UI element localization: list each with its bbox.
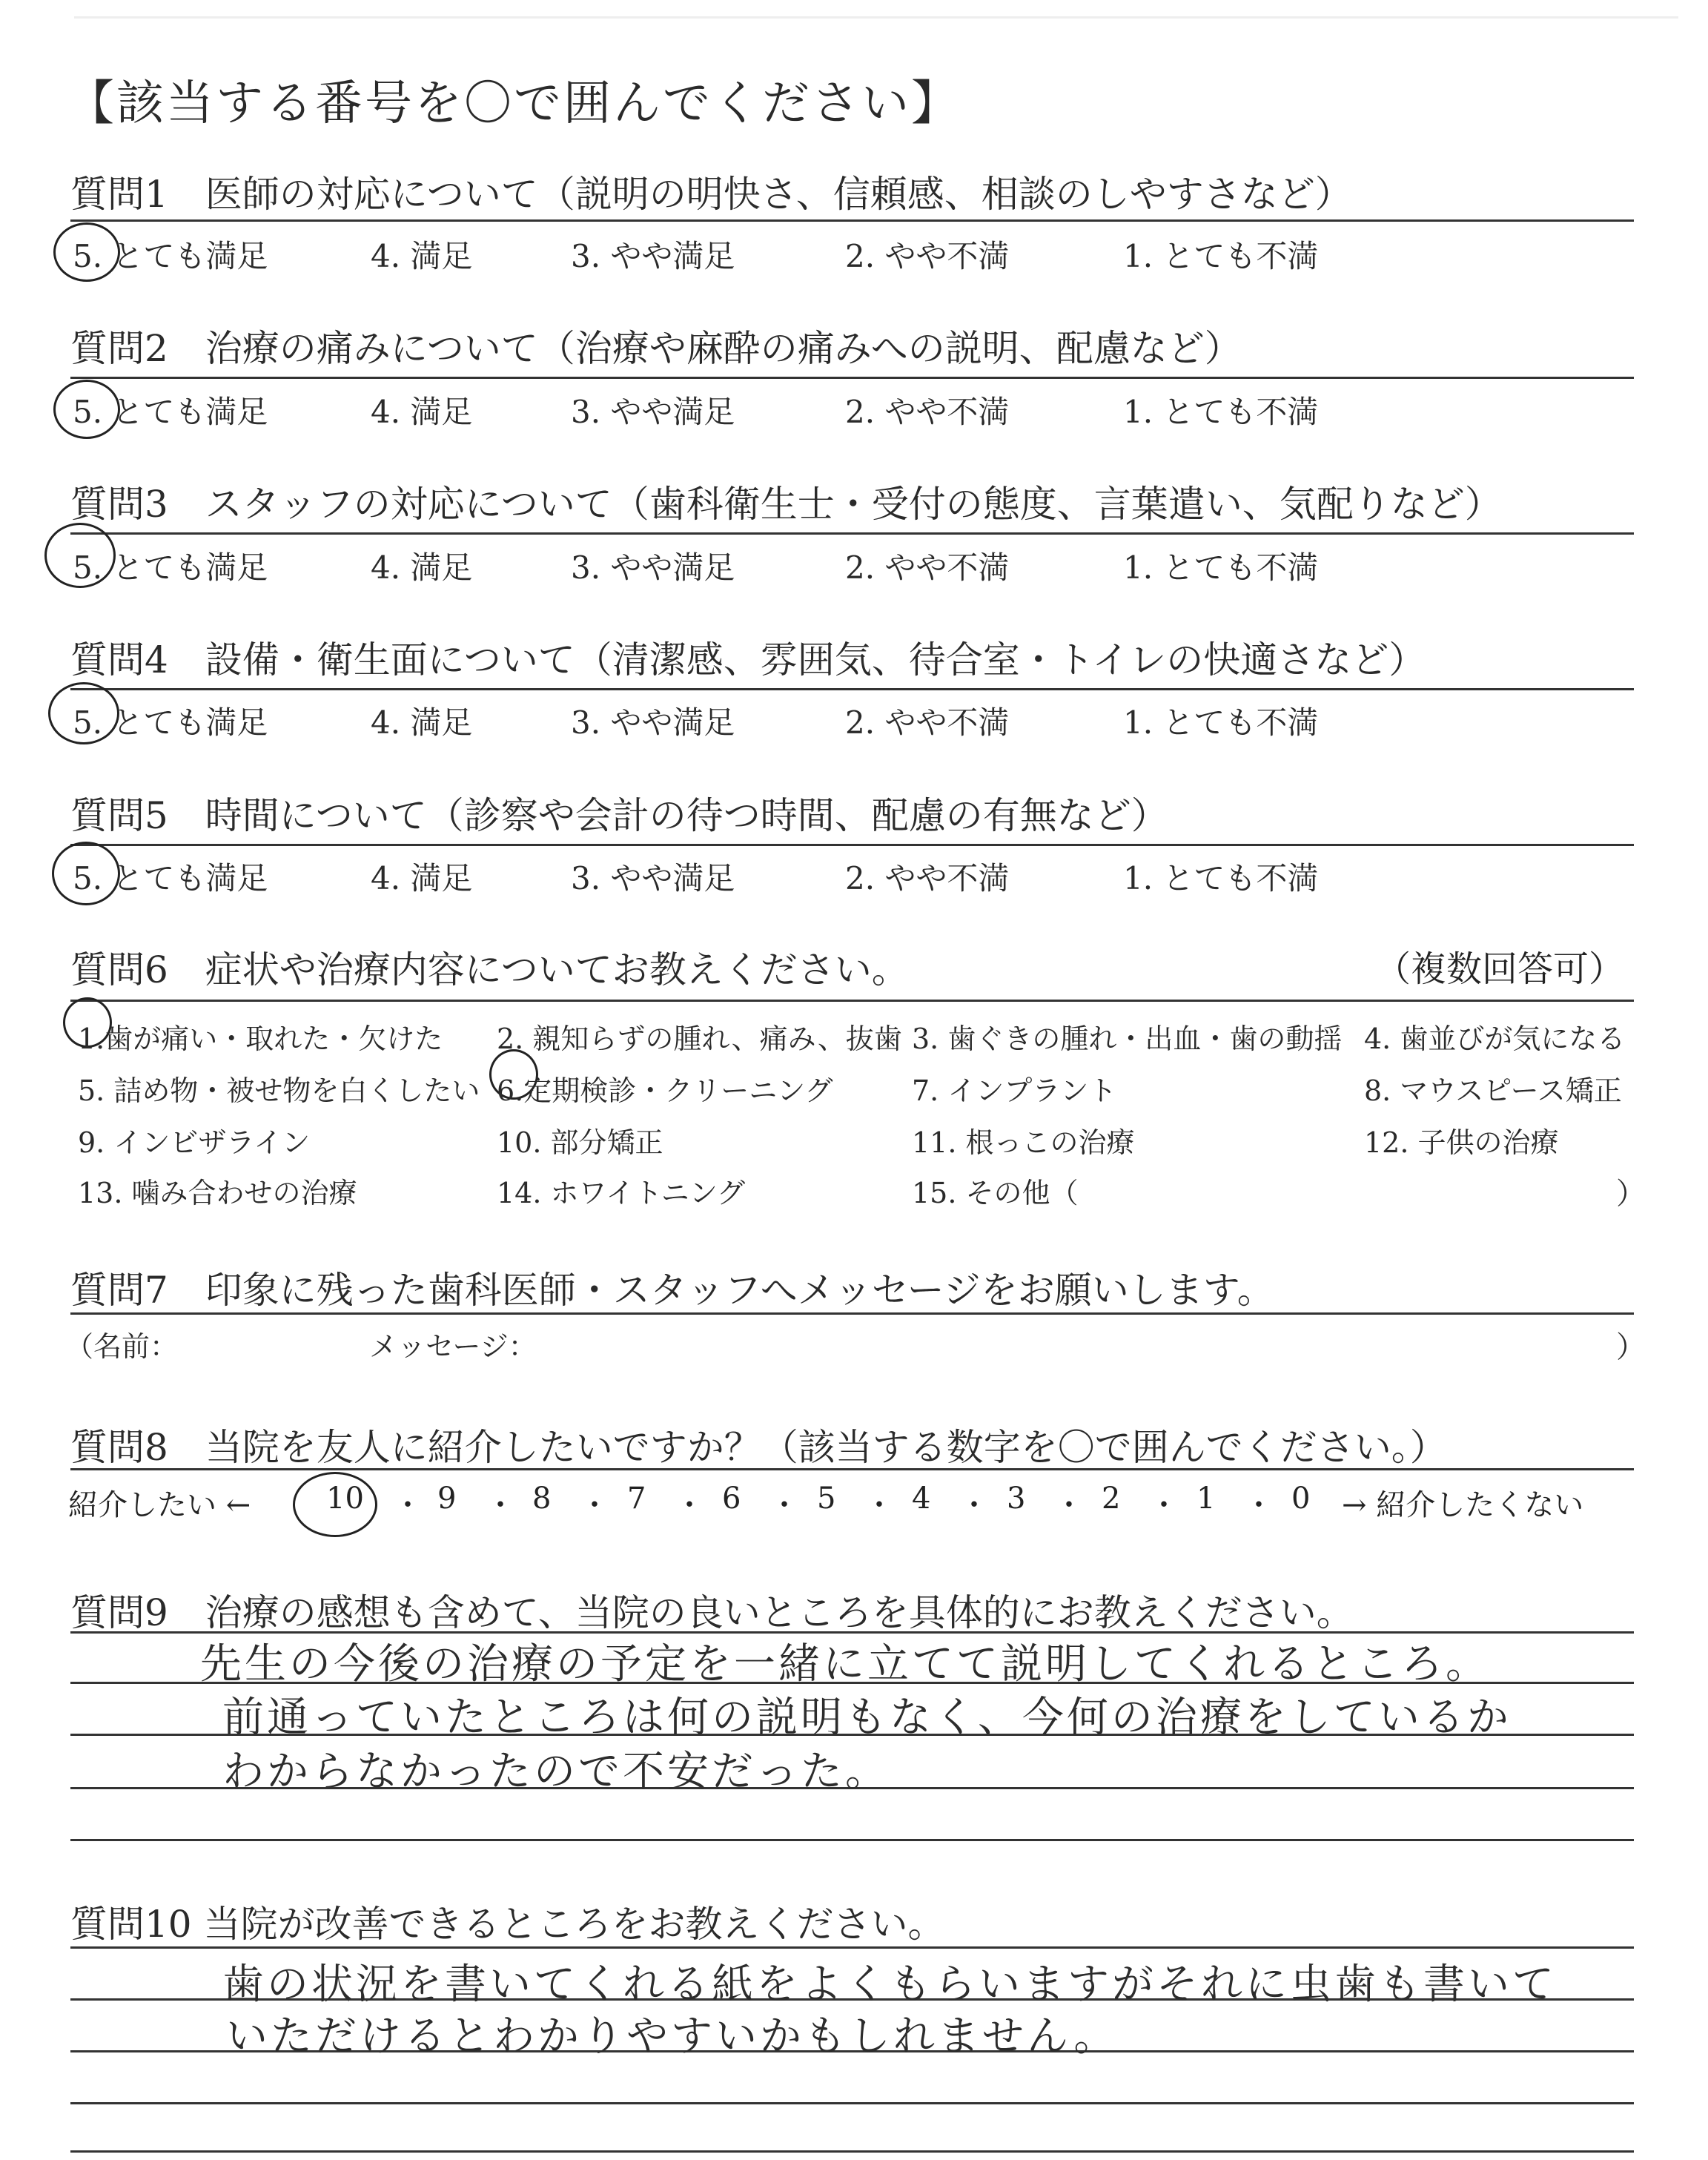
q10-answer-line-2: いただけるとわかりやすいかもしれません。 xyxy=(226,2012,1119,2061)
option-2[interactable]: 2. やや不満 xyxy=(845,394,1010,430)
scale-9[interactable]: 9 xyxy=(437,1482,457,1516)
q6-item-4[interactable]: 4. 歯並びが気になる xyxy=(1364,1023,1626,1055)
recommend-left-label: 紹介したい ← xyxy=(68,1488,251,1522)
q6-close-paren: ） xyxy=(1616,1177,1646,1211)
q9-answer-line-3: わからなかったので不安だった。 xyxy=(222,1748,890,1796)
question-2: 質問2 治療の痛みについて（治療や麻酔の痛みへの説明、配慮など） xyxy=(70,327,1242,370)
divider xyxy=(70,1000,1634,1002)
recommend-right-label: → 紹介したくない xyxy=(1342,1488,1584,1522)
option-2[interactable]: 2. やや不満 xyxy=(845,549,1010,586)
multiple-answers-note: （複数回答可） xyxy=(1375,948,1625,990)
message-label: メッセージ： xyxy=(369,1330,537,1363)
divider xyxy=(70,219,1634,222)
scale-separator: ・ xyxy=(580,1488,609,1522)
scale-6[interactable]: 6 xyxy=(722,1482,741,1516)
q6-item-15[interactable]: 15. その他（ xyxy=(912,1177,1079,1209)
scale-8[interactable]: 8 xyxy=(532,1482,552,1516)
option-5[interactable]: 5. とても満足 xyxy=(73,860,268,896)
q6-item-5[interactable]: 5. 詰め物・被せ物を白くしたい xyxy=(78,1074,480,1107)
scale-separator: ・ xyxy=(1054,1488,1084,1522)
option-3[interactable]: 3. やや満足 xyxy=(571,860,735,896)
top-border xyxy=(74,16,1678,19)
divider xyxy=(70,532,1634,535)
message-field[interactable] xyxy=(571,1351,1609,1353)
divider xyxy=(70,1312,1634,1315)
question-1: 質問1 医師の対応について（説明の明快さ、信頼感、相談のしやすさなど） xyxy=(70,173,1352,216)
scale-separator: ・ xyxy=(864,1488,894,1522)
q6-item-2[interactable]: 2. 親知らずの腫れ、痛み、抜歯 xyxy=(497,1023,902,1055)
q7-close-paren: ） xyxy=(1616,1330,1646,1364)
scale-5[interactable]: 5 xyxy=(817,1482,836,1516)
option-4[interactable]: 4. 満足 xyxy=(371,238,473,274)
divider xyxy=(70,688,1634,690)
option-5[interactable]: 5. とても満足 xyxy=(73,394,268,430)
scale-1[interactable]: 1 xyxy=(1196,1482,1216,1516)
scale-3[interactable]: 3 xyxy=(1007,1482,1026,1516)
scale-separator: ・ xyxy=(1244,1488,1274,1522)
q6-item-8[interactable]: 8. マウスピース矯正 xyxy=(1364,1074,1622,1107)
question-10: 質問10 当院が改善できるところをお教えください。 xyxy=(70,1903,945,1946)
q6-item-11[interactable]: 11. 根っこの治療 xyxy=(912,1126,1135,1159)
option-2[interactable]: 2. やや不満 xyxy=(845,704,1010,741)
question-5: 質問5 時間について（診察や会計の待つ時間、配慮の有無など） xyxy=(70,794,1168,837)
q6-item-1[interactable]: 1.歯が痛い・取れた・欠けた xyxy=(78,1023,443,1055)
page-title: 【該当する番号を〇で囲んでください】 xyxy=(67,76,961,131)
option-4[interactable]: 4. 満足 xyxy=(371,394,473,430)
q6-item-10[interactable]: 10. 部分矯正 xyxy=(497,1126,663,1159)
answer-line xyxy=(70,1839,1634,1841)
scale-4[interactable]: 4 xyxy=(912,1482,931,1516)
scale-separator: ・ xyxy=(393,1488,423,1522)
q6-item-9[interactable]: 9. インビザライン xyxy=(78,1126,311,1159)
divider xyxy=(70,377,1634,379)
question-8: 質問8 当院を友人に紹介したいですか？（該当する数字を〇で囲んでください。） xyxy=(70,1426,1447,1469)
question-4: 質問4 設備・衛生面について（清潔感、雰囲気、待合室・トイレの快適さなど） xyxy=(70,638,1426,681)
q9-answer-line-1: 先生の今後の治療の予定を一緒に立てて説明してくれるところ。 xyxy=(200,1640,1490,1688)
scale-0[interactable]: 0 xyxy=(1291,1482,1311,1516)
option-1[interactable]: 1. とても不満 xyxy=(1123,860,1319,896)
question-9: 質問9 治療の感想も含めて、当院の良いところを具体的にお教えください。 xyxy=(70,1591,1354,1634)
scale-separator: ・ xyxy=(1149,1488,1179,1522)
scale-7[interactable]: 7 xyxy=(627,1482,646,1516)
option-3[interactable]: 3. やや満足 xyxy=(571,549,735,586)
option-2[interactable]: 2. やや不満 xyxy=(845,860,1010,896)
option-4[interactable]: 4. 満足 xyxy=(371,860,473,896)
scale-separator: ・ xyxy=(769,1488,799,1522)
option-3[interactable]: 3. やや満足 xyxy=(571,238,735,274)
scale-separator: ・ xyxy=(486,1488,515,1522)
q6-item-3[interactable]: 3. 歯ぐきの腫れ・出血・歯の動揺 xyxy=(912,1023,1343,1055)
answer-line xyxy=(70,1946,1634,1949)
question-6: 質問6 症状や治療内容についてお教えください。 xyxy=(70,948,909,991)
name-label: （名前： xyxy=(65,1330,179,1363)
question-3: 質問3 スタッフの対応について（歯科衛生士・受付の態度、言葉遣い、気配りなど） xyxy=(70,483,1502,526)
option-5[interactable]: 5. とても満足 xyxy=(73,549,268,586)
scale-separator: ・ xyxy=(675,1488,704,1522)
option-5[interactable]: 5. とても満足 xyxy=(73,238,268,274)
option-4[interactable]: 4. 満足 xyxy=(371,549,473,586)
option-1[interactable]: 1. とても不満 xyxy=(1123,394,1319,430)
q6-item-14[interactable]: 14. ホワイトニング xyxy=(497,1177,746,1209)
scale-separator: ・ xyxy=(959,1488,989,1522)
option-3[interactable]: 3. やや満足 xyxy=(571,394,735,430)
q6-item-13[interactable]: 13. 噛み合わせの治療 xyxy=(78,1177,357,1209)
option-2[interactable]: 2. やや不満 xyxy=(845,238,1010,274)
answer-line xyxy=(70,2150,1634,2153)
option-5[interactable]: 5. とても満足 xyxy=(73,704,268,741)
scale-10[interactable]: 10 xyxy=(326,1482,364,1516)
question-7: 質問7 印象に残った歯科医師・スタッフへメッセージをお願いします。 xyxy=(70,1269,1274,1312)
q6-item-6[interactable]: 6.定期検診・クリーニング xyxy=(497,1074,833,1107)
option-3[interactable]: 3. やや満足 xyxy=(571,704,735,741)
scale-2[interactable]: 2 xyxy=(1102,1482,1121,1516)
option-1[interactable]: 1. とても不満 xyxy=(1123,704,1319,741)
divider xyxy=(70,844,1634,846)
answer-line xyxy=(70,2102,1634,2104)
option-1[interactable]: 1. とても不満 xyxy=(1123,549,1319,586)
q9-answer-line-2: 前通っていたところは何の説明もなく、今何の治療をしているか xyxy=(222,1694,1512,1742)
q10-answer-line-1: 歯の状況を書いてくれる紙をよくもらいますがそれに虫歯も書いて xyxy=(222,1961,1557,2009)
option-4[interactable]: 4. 満足 xyxy=(371,704,473,741)
q6-item-12[interactable]: 12. 子供の治療 xyxy=(1364,1126,1559,1159)
option-1[interactable]: 1. とても不満 xyxy=(1123,238,1319,274)
divider xyxy=(70,1468,1634,1470)
q6-item-7[interactable]: 7. インプラント xyxy=(912,1074,1117,1107)
